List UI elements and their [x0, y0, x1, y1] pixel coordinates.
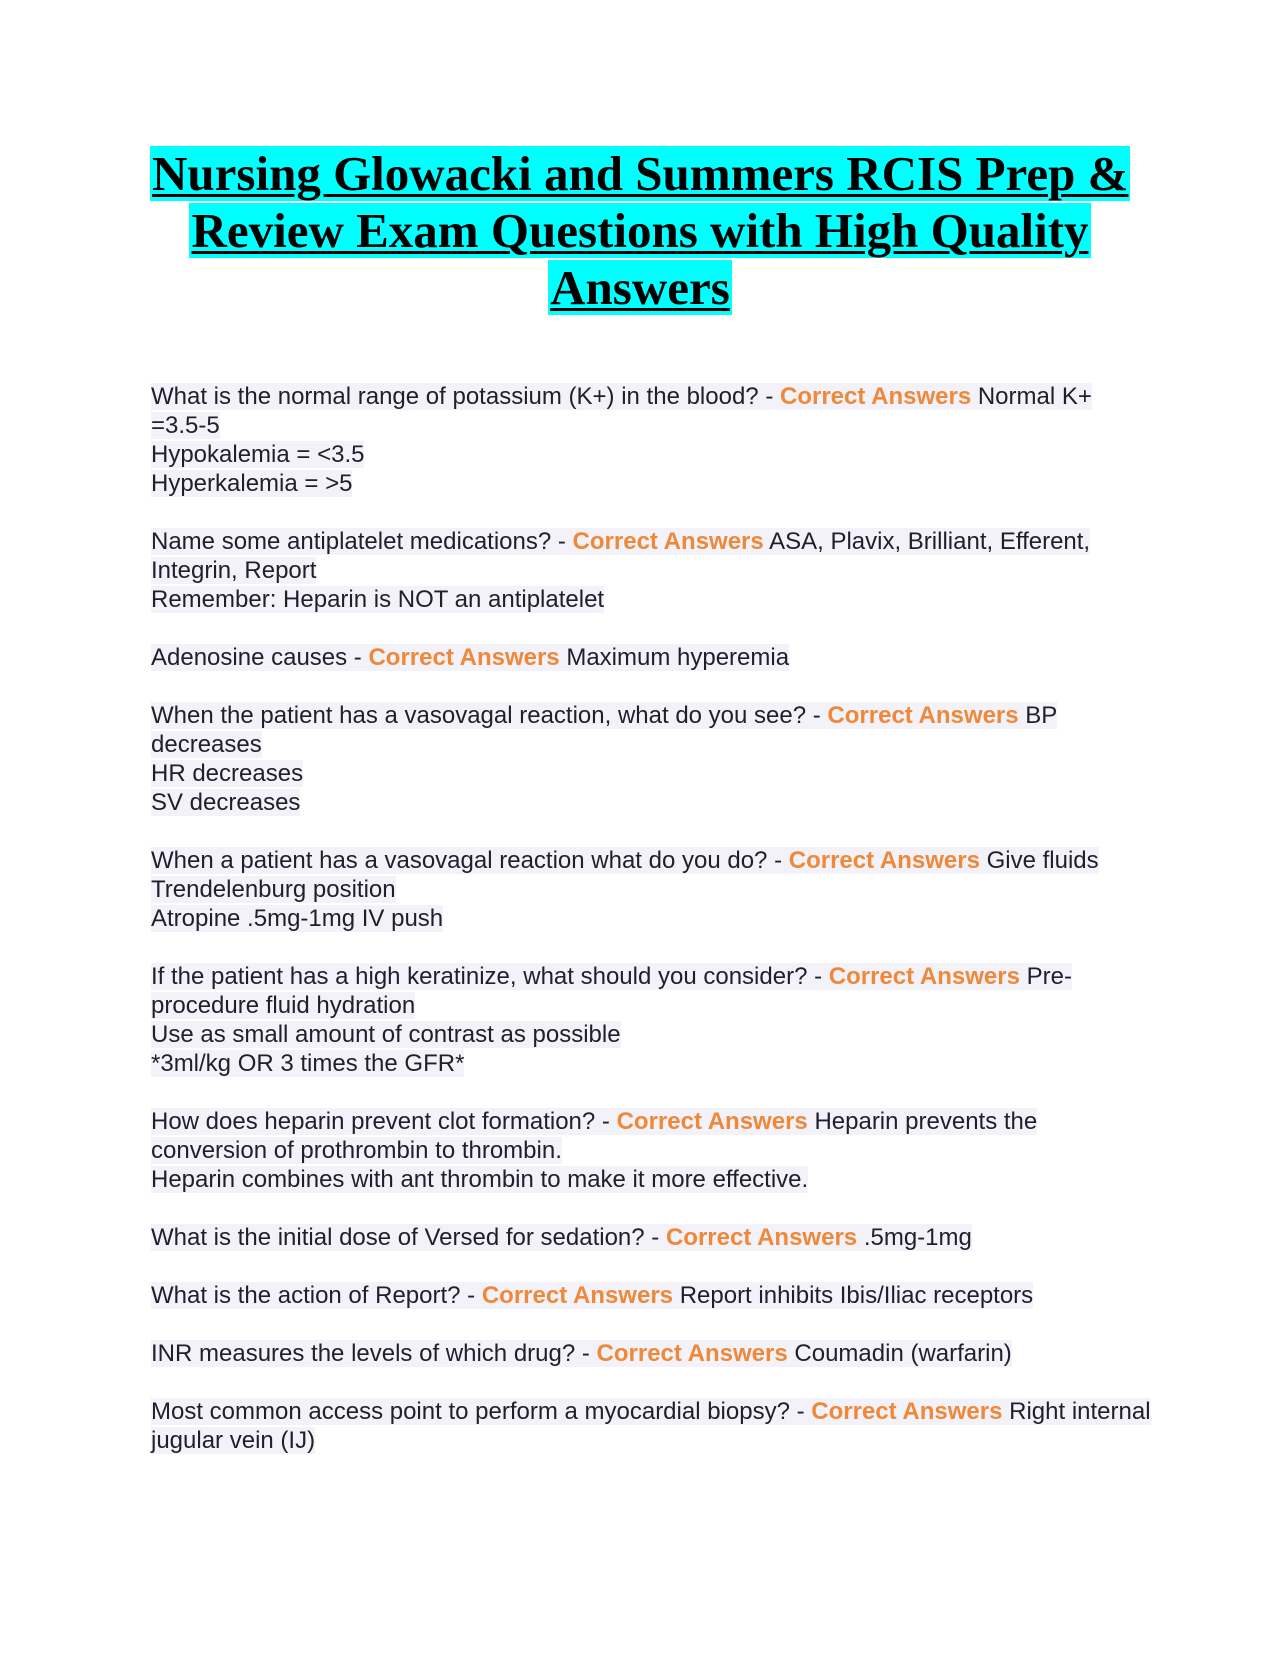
answer-text: BP decreases	[151, 702, 1057, 758]
qa-main-line	[151, 382, 1151, 440]
answer-text: Maximum hyperemia	[566, 644, 790, 671]
document-title-text: Nursing Glowacki and Summers RCIS Prep & Review Exam Questions with High Quality Answers	[152, 146, 1129, 315]
correct-answers-label: Correct Answers	[481, 1282, 674, 1309]
qa-item	[151, 382, 1151, 498]
qa-main-line	[151, 527, 1151, 585]
question-text: Name some antiplatelet medications?	[151, 528, 552, 555]
answer-text: Report inhibits Ibis/Iliac receptors	[679, 1282, 1034, 1309]
answer-text: Right internal jugular vein (IJ)	[151, 1398, 1151, 1454]
answer-detail-line: Heparin combines with ant thrombin to make it more effective.	[151, 1166, 809, 1193]
question-text: What is the action of Report?	[151, 1282, 461, 1309]
correct-answers-label: Correct Answers	[779, 383, 972, 410]
correct-answers-label: Correct Answers	[811, 1398, 1003, 1425]
question-text: What is the normal range of potassium (K+) in the blood?	[151, 383, 759, 410]
answer-text: Normal K+ =3.5-5	[151, 383, 1092, 439]
correct-answers-label: Correct Answers	[828, 963, 1020, 990]
qa-item	[151, 1339, 1151, 1368]
document-title	[150, 145, 1130, 316]
question-text: What is the initial dose of Versed for sedation?	[151, 1224, 645, 1251]
answer-detail-line: Atropine .5mg-1mg IV push	[151, 905, 444, 932]
question-text: How does heparin prevent clot formation?	[151, 1108, 596, 1135]
answer-detail-line: Remember: Heparin is NOT an antiplatelet	[151, 586, 605, 613]
correct-answers-label: Correct Answers	[572, 528, 764, 555]
qa-main-line	[151, 1223, 1151, 1252]
answer-text: Heparin prevents the conversion of prothrombin to thrombin.	[151, 1108, 1038, 1164]
question-text: If the patient has a high keratinize, what should you consider?	[151, 963, 808, 990]
answer-detail-line: SV decreases	[151, 789, 301, 816]
qa-item	[151, 701, 1151, 817]
correct-answers-label: Correct Answers	[665, 1224, 858, 1251]
qa-main-line	[151, 846, 1151, 875]
answer-detail-line: Hypokalemia = <3.5	[151, 441, 365, 468]
answer-detail-line: Use as small amount of contrast as possible	[151, 1021, 621, 1048]
qa-main-line	[151, 962, 1151, 1020]
separator: -	[758, 383, 780, 410]
correct-answers-label: Correct Answers	[596, 1340, 788, 1367]
separator: -	[595, 1108, 617, 1135]
correct-answers-label: Correct Answers	[368, 644, 560, 671]
qa-list	[151, 382, 1151, 1484]
question-text: Most common access point to perform a myocardial biopsy?	[151, 1398, 790, 1425]
separator: -	[460, 1282, 482, 1309]
answer-text: ASA, Plavix, Brilliant, Efferent, Integrin, Report	[151, 528, 1091, 584]
separator: -	[767, 847, 789, 874]
answer-detail-line: HR decreases	[151, 760, 304, 787]
qa-main-line	[151, 1107, 1151, 1165]
answer-detail-line: *3ml/kg OR 3 times the GFR*	[151, 1050, 465, 1077]
separator: -	[644, 1224, 666, 1251]
answer-text: .5mg-1mg	[863, 1224, 972, 1251]
qa-item	[151, 846, 1151, 933]
correct-answers-label: Correct Answers	[788, 847, 980, 874]
qa-item	[151, 1397, 1151, 1455]
qa-item	[151, 962, 1151, 1078]
answer-detail-line: Hyperkalemia = >5	[151, 470, 353, 497]
answer-detail-line: Trendelenburg position	[151, 876, 396, 903]
qa-item	[151, 643, 1151, 672]
qa-main-line	[151, 643, 1151, 672]
separator: -	[806, 702, 828, 729]
qa-main-line	[151, 701, 1151, 759]
separator: -	[807, 963, 829, 990]
separator: -	[575, 1340, 597, 1367]
question-text: INR measures the levels of which drug?	[151, 1340, 576, 1367]
qa-main-line	[151, 1281, 1151, 1310]
qa-item	[151, 527, 1151, 614]
correct-answers-label: Correct Answers	[616, 1108, 808, 1135]
question-text: Adenosine causes	[151, 644, 348, 671]
question-text: When a patient has a vasovagal reaction what do you do?	[151, 847, 768, 874]
answer-text: Pre-procedure fluid hydration	[151, 963, 1072, 1019]
separator: -	[551, 528, 573, 555]
separator: -	[347, 644, 369, 671]
separator: -	[789, 1398, 812, 1425]
correct-answers-label: Correct Answers	[827, 702, 1019, 729]
qa-item	[151, 1107, 1151, 1194]
qa-main-line	[151, 1397, 1151, 1455]
answer-text: Give fluids	[986, 847, 1099, 874]
qa-item	[151, 1281, 1151, 1310]
qa-main-line	[151, 1339, 1151, 1368]
qa-item	[151, 1223, 1151, 1252]
answer-text: Coumadin (warfarin)	[794, 1340, 1012, 1367]
question-text: When the patient has a vasovagal reaction, what do you see?	[151, 702, 807, 729]
